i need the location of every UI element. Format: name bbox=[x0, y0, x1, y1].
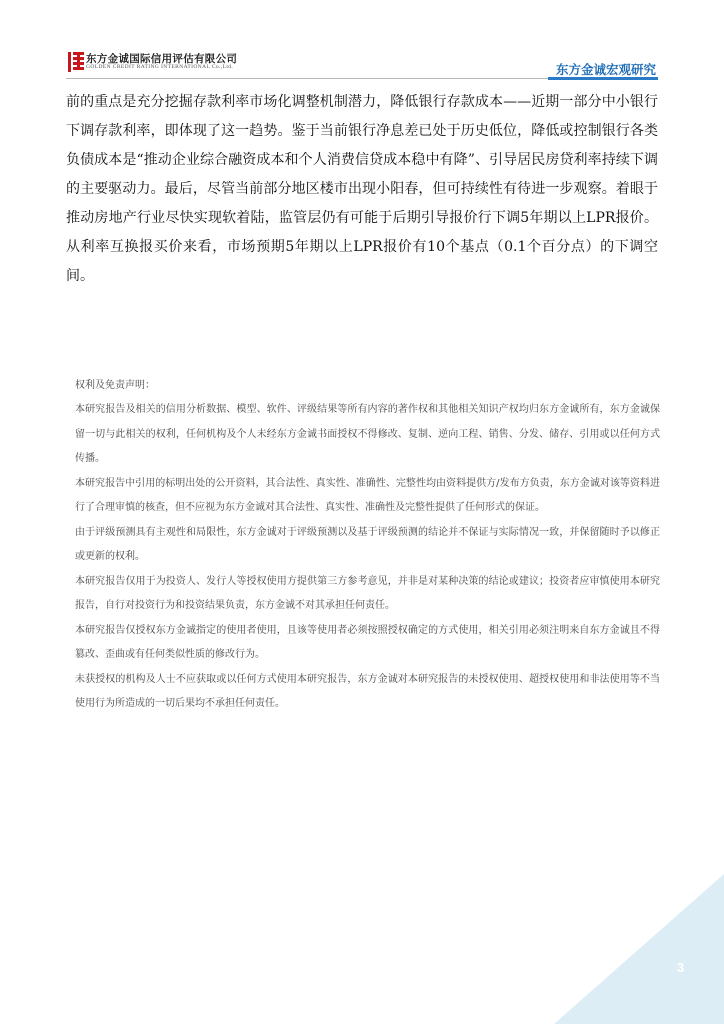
company-name-cn: 东方金诚国际信用评估有限公司 bbox=[86, 53, 238, 65]
disclaimer-paragraph: 未获授权的机构及人士不应获取或以任何方式使用本研究报告，东方金诚对本研究报告的未授权使用、超授权使用和非法使用等不当使用行为所造成的一切后果均不承担任何责任。 bbox=[75, 673, 660, 709]
page-header bbox=[0, 0, 724, 86]
corner-decoration bbox=[554, 874, 724, 1024]
page-number: 3 bbox=[677, 960, 685, 975]
disclaimer-paragraph: 由于评级预测具有主观性和局限性，东方金诚对于评级预测以及基于评级预测的结论并不保证与实际情况一致，并保留随时予以修正或更新的权利。 bbox=[75, 526, 660, 562]
disclaimer-title: 权利及免责声明： bbox=[75, 380, 155, 391]
body-paragraph: 前的重点是充分挖掘存款利率市场化调整机制潜力，降低银行存款成本——近期一部分中小银行下调存款利率，即体现了这一趋势。鉴于当前银行净息差已处于历史低位，降低或控制银行各类负债成本是“推动企业综合融资成本和个人消费信贷成本稳中有降”、引导居民房贷利率持续下调的主要驱动力。最后，尽管当前部分地区楼市出现小阳春，但可持续性有待进一步观察。着眼于推动房地产行业尽快实现软着陆，监管层仍有可能于后期引导报价行下调5年期以上LPR报价。从利率互换报买价来看，市场预期5年期以上LPR报价有10个基点（0.1个百分点）的下调空间。 bbox=[66, 94, 658, 284]
disclaimer-paragraph: 本研究报告仅授权东方金诚指定的使用者使用，且该等使用者必须按照授权确定的方式使用，相关引用必须注明来自东方金诚且不得篡改、歪曲或有任何类似性质的修改行为。 bbox=[75, 624, 660, 660]
company-logo-icon bbox=[68, 52, 84, 72]
disclaimer-paragraph: 本研究报告仅用于为投资人、发行人等授权使用方提供第三方参考意见，并非是对某种决策的结论或建议；投资者应审慎使用本研究报告，自行对投资行为和投资结果负责，东方金诚不对其承担任何责任。 bbox=[75, 575, 660, 611]
company-name-en: GOLDEN CREDIT RATING INTERNATIONAL Co.,Ltd. bbox=[86, 64, 234, 70]
brand-title: 东方金诚宏观研究 bbox=[555, 62, 656, 77]
disclaimer-paragraph: 本研究报告中引用的标明出处的公开资料，其合法性、真实性、准确性、完整性均由资料提供方/发布方负责，东方金诚对该等资料进行了合理审慎的核查，但不应视为东方金诚对其合法性、真实性、准确性及完整性提供了任何形式的保证。 bbox=[75, 477, 660, 513]
header-accent-bar bbox=[548, 77, 658, 80]
disclaimer-section bbox=[75, 374, 660, 717]
disclaimer-paragraph: 本研究报告及相关的信用分析数据、模型、软件、评级结果等所有内容的著作权和其他相关知识产权均归东方金诚所有，东方金诚保留一切与此相关的权利，任何机构及个人未经东方金诚书面授权不得修改、复制、逆向工程、销售、分发、储存、引用或以任何方式传播。 bbox=[75, 404, 660, 464]
